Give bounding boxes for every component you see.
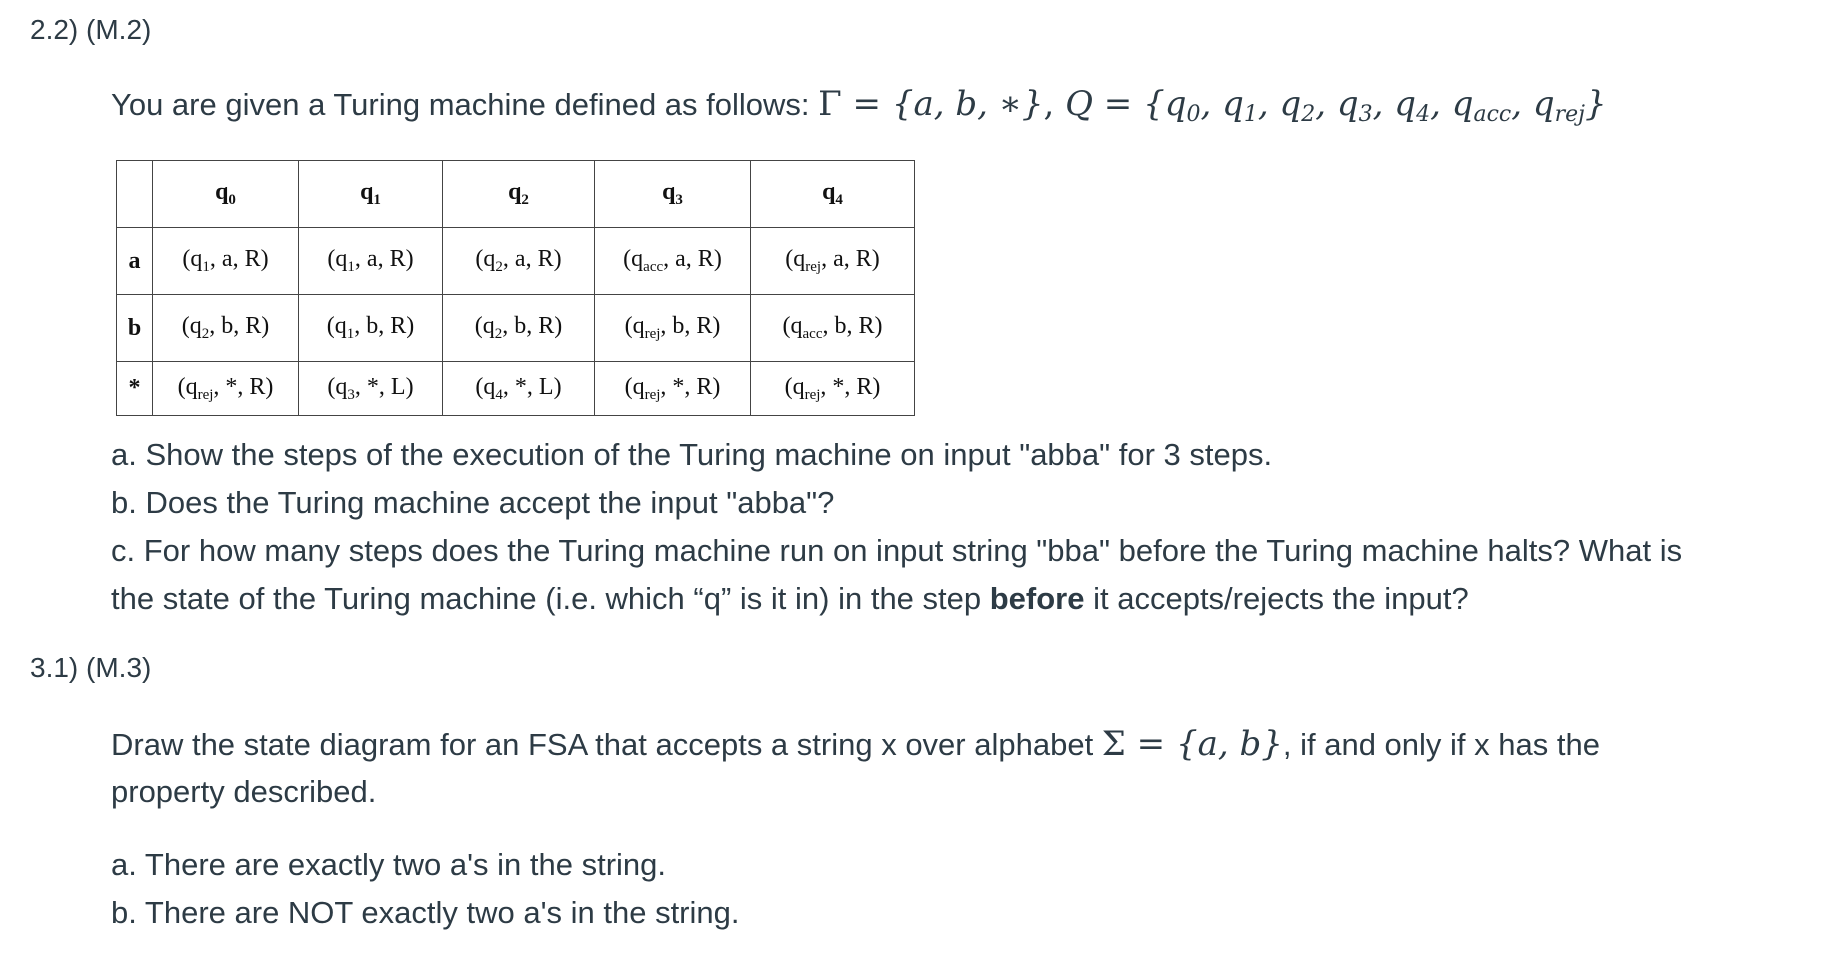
section-heading-2-2: 2.2) (M.2) bbox=[30, 14, 152, 45]
fsa-item-a: a. There are exactly two a's in the string. bbox=[111, 847, 667, 882]
column-header-q0 bbox=[153, 161, 299, 228]
transition-cell: ($q_2$, b, R) bbox=[443, 295, 595, 362]
row-symbol: a bbox=[117, 228, 153, 295]
state-q2: $q_2$ bbox=[482, 313, 503, 342]
state-qrej: $q_{rej}$ bbox=[632, 373, 661, 403]
column-header-q4 bbox=[751, 161, 915, 228]
column-header-q2 bbox=[443, 161, 595, 228]
transition-cell: ($q_{rej}$, b, R) bbox=[595, 295, 751, 362]
transition-cell: ($q_{rej}$, *, R) bbox=[153, 362, 299, 416]
tm-definition bbox=[111, 80, 1607, 129]
transition-cell: ($q_3$, *, L) bbox=[299, 362, 443, 416]
table-row bbox=[117, 362, 915, 416]
state-q1: $q_1$ bbox=[190, 246, 210, 275]
table-corner bbox=[117, 161, 153, 228]
sigma-definition: Σ = {a, b} bbox=[1101, 724, 1283, 764]
state-q2: $q_2$ bbox=[1279, 84, 1316, 127]
state-set: $q_0$, $q_1$, $q_2$, $q_3$, $q_4$, $q_{acc}$, $q_{rej}$ bbox=[1164, 84, 1585, 127]
table-row bbox=[117, 228, 915, 295]
state-q0: $q_0$ bbox=[1164, 84, 1201, 127]
state-qrej: $q_{rej}$ bbox=[792, 373, 821, 403]
transition-cell: ($q_2$, b, R) bbox=[153, 295, 299, 362]
transition-cell: ($q_1$, b, R) bbox=[299, 295, 443, 362]
state-qrej: $q_{rej}$ bbox=[185, 373, 214, 403]
state-q2: $q_2$ bbox=[508, 179, 529, 208]
state-q2: $q_2$ bbox=[189, 313, 210, 342]
state-qrej: $q_{rej}$ bbox=[632, 313, 661, 342]
transition-cell: ($q_{rej}$, a, R) bbox=[751, 228, 915, 295]
fsa-item-b: b. There are NOT exactly two a's in the string. bbox=[111, 895, 740, 930]
state-q1: $q_1$ bbox=[334, 313, 355, 342]
state-q3: $q_3$ bbox=[662, 179, 683, 208]
state-q1: $q_1$ bbox=[1222, 84, 1258, 127]
gamma-definition: Γ = {a, b, ∗}, $Q = \{q_0$, $q_1$, $q_2$, $q_3$, $q_4$, $q_{acc}$, $q_{rej}$} bbox=[818, 84, 1607, 127]
state-q4: $q_4$ bbox=[822, 179, 843, 208]
transition-cell: ($q_{acc}$, a, R) bbox=[595, 228, 751, 295]
state-q2: $q_2$ bbox=[483, 246, 503, 275]
question-item-c-continued: the state of the Turing machine (i.e. which “q” is it in) in the step before it accepts/rejects the input? bbox=[111, 581, 1469, 616]
question-item-a: a. Show the steps of the execution of the Turing machine on input "abba" for 3 steps. bbox=[111, 437, 1273, 472]
intro-text: You are given a Turing machine defined as follows: bbox=[111, 87, 819, 122]
transition-cell: ($q_1$, a, R) bbox=[299, 228, 443, 295]
state-q1: $q_1$ bbox=[360, 179, 381, 208]
column-header-q1 bbox=[299, 161, 443, 228]
state-q4: $q_4$ bbox=[1394, 84, 1431, 127]
row-symbol: b bbox=[117, 295, 153, 362]
transition-cell: ($q_4$, *, L) bbox=[443, 362, 595, 416]
transition-cell: ($q_{rej}$, *, R) bbox=[595, 362, 751, 416]
state-q3: $q_3$ bbox=[1336, 84, 1373, 127]
transition-cell: ($q_2$, a, R) bbox=[443, 228, 595, 295]
fsa-prompt-continued: property described. bbox=[111, 774, 377, 809]
transition-cell: ($q_1$, a, R) bbox=[153, 228, 299, 295]
transition-table bbox=[116, 160, 915, 416]
emphasis-before: before bbox=[989, 581, 1085, 616]
state-qrej: $q_{rej}$ bbox=[793, 246, 822, 275]
state-q1: $q_1$ bbox=[335, 246, 355, 275]
section-heading-3-1: 3.1) (M.3) bbox=[30, 652, 152, 683]
column-header-q3 bbox=[595, 161, 751, 228]
question-item-c: c. For how many steps does the Turing machine run on input string "bba" before the Turing machine halts? What is bbox=[111, 533, 1683, 568]
transition-cell: ($q_{acc}$, b, R) bbox=[751, 295, 915, 362]
transition-cell: ($q_{rej}$, *, R) bbox=[751, 362, 915, 416]
question-item-b: b. Does the Turing machine accept the input "abba"? bbox=[111, 485, 835, 520]
state-q3: $q_3$ bbox=[335, 373, 355, 403]
state-qacc: $q_{acc}$ bbox=[790, 313, 823, 342]
fsa-prompt: Draw the state diagram for an FSA that accepts a string x over alphabet Σ = {a, b}, if and only if x has the bbox=[111, 724, 1600, 764]
state-qrej: $q_{rej}$ bbox=[1532, 84, 1585, 127]
state-qacc: $q_{acc}$ bbox=[1451, 84, 1512, 127]
row-symbol: * bbox=[117, 362, 153, 416]
state-q0: $q_0$ bbox=[215, 179, 236, 208]
state-qacc: $q_{acc}$ bbox=[631, 246, 664, 275]
table-row bbox=[117, 295, 915, 362]
state-q4: $q_4$ bbox=[483, 373, 503, 403]
